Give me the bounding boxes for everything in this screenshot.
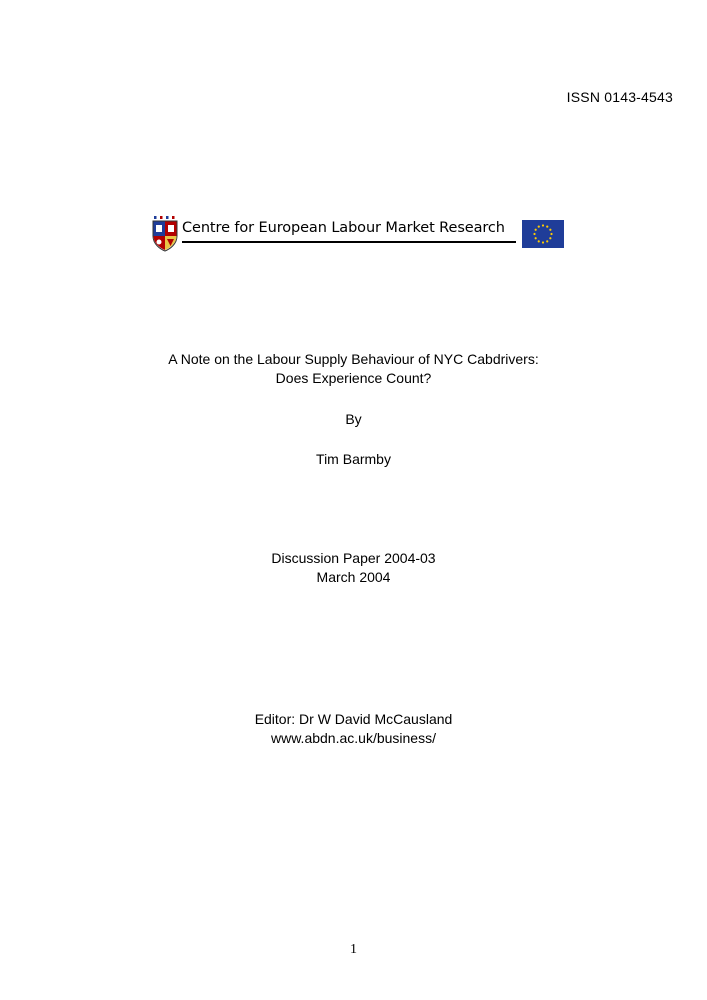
banner-title: Centre for European Labour Market Research — [182, 220, 505, 236]
eu-flag-star — [546, 240, 548, 242]
paper-info — [0, 549, 707, 587]
paper-series: Discussion Paper 2004-03 — [271, 550, 436, 566]
paper-date: March 2004 — [316, 569, 391, 585]
paper-title-line-1: A Note on the Labour Supply Behaviour of NYC Cabdrivers: — [168, 351, 539, 367]
eu-flag-star — [542, 224, 544, 226]
issn-number: ISSN 0143-4543 — [566, 89, 673, 105]
university-crest-icon — [152, 216, 178, 252]
eu-flag-star — [546, 226, 548, 228]
eu-flag-star — [538, 226, 540, 228]
eu-flag-star — [535, 237, 537, 239]
eu-flag-star — [549, 229, 551, 231]
page-number: 1 — [350, 942, 357, 957]
editor-url[interactable]: www.abdn.ac.uk/business/ — [271, 730, 436, 746]
paper-title — [0, 350, 707, 388]
banner-underline — [182, 241, 516, 243]
eu-flag-star — [535, 229, 537, 231]
author-name: Tim Barmby — [316, 451, 391, 467]
eu-flag-icon — [522, 220, 564, 248]
eu-flag-field — [522, 220, 564, 248]
by-label: By — [345, 411, 362, 427]
eu-flag-star — [533, 233, 535, 235]
eu-flag-star — [542, 241, 544, 243]
eu-flag-star — [549, 237, 551, 239]
editor-info — [0, 710, 707, 748]
eu-flag-star — [538, 240, 540, 242]
editor-name: Editor: Dr W David McCausland — [254, 711, 453, 727]
paper-title-line-2: Does Experience Count? — [275, 370, 432, 386]
eu-flag-star — [550, 233, 552, 235]
celmr-banner — [150, 214, 566, 254]
